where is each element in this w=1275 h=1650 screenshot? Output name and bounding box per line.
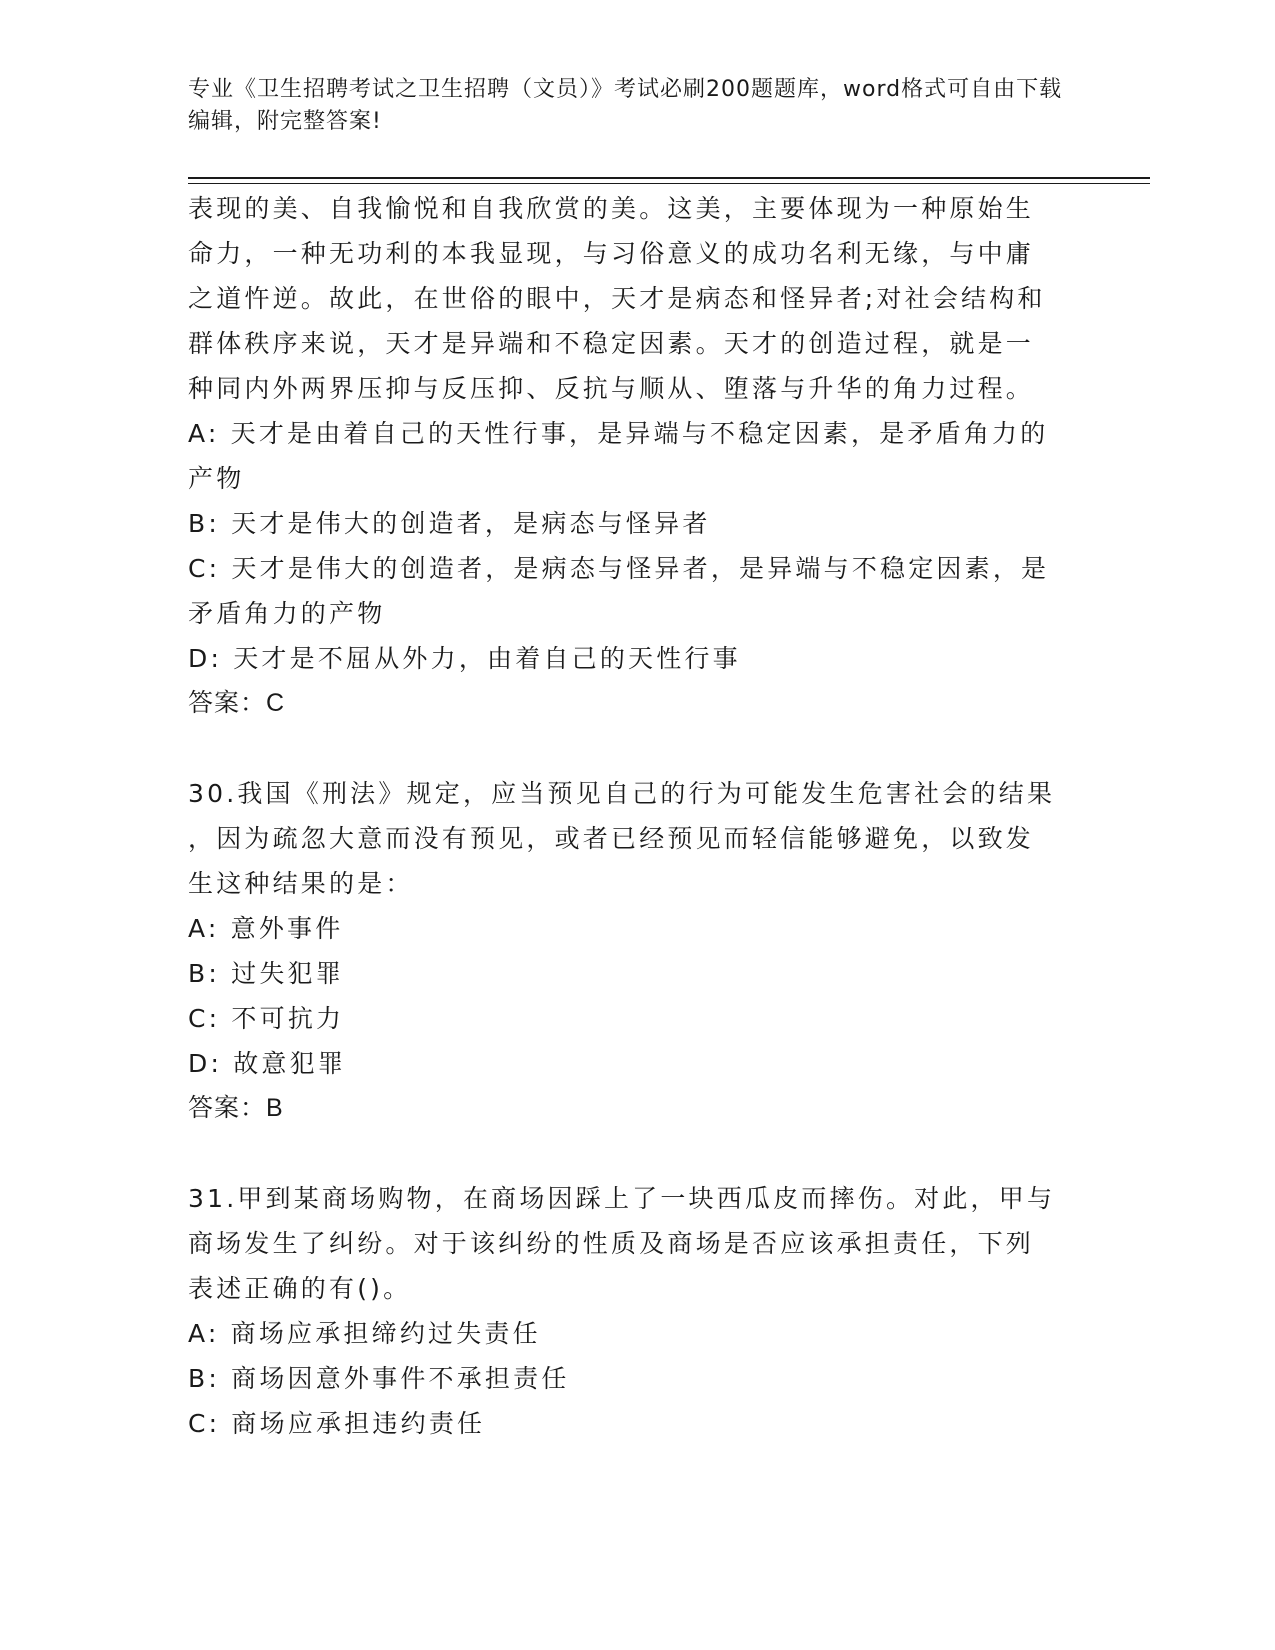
option-b: B: 过失犯罪 bbox=[188, 959, 344, 988]
option-c-continued: 矛盾角力的产物 bbox=[188, 599, 386, 628]
option-a: A: 意外事件 bbox=[188, 914, 344, 943]
answer-line: 答案：C bbox=[188, 689, 286, 717]
option-d: D: 天才是不屈从外力，由着自己的天性行事 bbox=[188, 644, 741, 673]
question-stem-line: 表述正确的有()。 bbox=[188, 1274, 412, 1303]
document-body bbox=[188, 186, 1083, 1446]
question-stem-line: 30.我国《刑法》规定，应当预见自己的行为可能发生危害社会的结果 bbox=[188, 779, 1056, 808]
passage-line: 之道忤逆。故此，在世俗的眼中，天才是病态和怪异者;对社会结构和 bbox=[188, 284, 1046, 313]
option-a: A: 商场应承担缔约过失责任 bbox=[188, 1319, 541, 1348]
option-c: C: 天才是伟大的创造者，是病态与怪异者，是异端与不稳定因素，是 bbox=[188, 554, 1050, 583]
option-c: C: 商场应承担违约责任 bbox=[188, 1409, 486, 1438]
passage-line: 表现的美、自我愉悦和自我欣赏的美。这美，主要体现为一种原始生 bbox=[188, 194, 1035, 223]
header-rule-thin bbox=[188, 183, 1150, 184]
question-spacer bbox=[188, 1131, 1083, 1176]
header-rule-thick bbox=[188, 177, 1150, 179]
passage-line: 种同内外两界压抑与反压抑、反抗与顺从、堕落与升华的角力过程。 bbox=[188, 374, 1035, 403]
question-spacer bbox=[188, 726, 1083, 771]
option-a: A: 天才是由着自己的天性行事，是异端与不稳定因素，是矛盾角力的 bbox=[188, 419, 1049, 448]
option-d: D: 故意犯罪 bbox=[188, 1049, 347, 1078]
question-stem-line: ，因为疏忽大意而没有预见，或者已经预见而轻信能够避免，以致发 bbox=[188, 824, 1035, 853]
option-b: B: 商场因意外事件不承担责任 bbox=[188, 1364, 570, 1393]
question-stem-line: 生这种结果的是： bbox=[188, 869, 414, 898]
question-stem-line: 商场发生了纠纷。对于该纠纷的性质及商场是否应该承担责任，下列 bbox=[188, 1229, 1035, 1258]
passage-line: 群体秩序来说，天才是异端和不稳定因素。天才的创造过程，就是一 bbox=[188, 329, 1035, 358]
option-b: B: 天才是伟大的创造者，是病态与怪异者 bbox=[188, 509, 711, 538]
passage-line: 命力，一种无功利的本我显现，与习俗意义的成功名利无缘，与中庸 bbox=[188, 239, 1035, 268]
option-a-continued: 产物 bbox=[188, 464, 245, 493]
question-stem-line: 31.甲到某商场购物，在商场因踩上了一块西瓜皮而摔伤。对此，甲与 bbox=[188, 1184, 1056, 1213]
header-title: 专业《卫生招聘考试之卫生招聘（文员）》考试必刷200题题库，word格式可自由下载编辑，附完整答案! bbox=[188, 77, 1063, 134]
option-c: C: 不可抗力 bbox=[188, 1004, 345, 1033]
document-header bbox=[188, 74, 1068, 138]
answer-line: 答案：B bbox=[188, 1094, 284, 1122]
